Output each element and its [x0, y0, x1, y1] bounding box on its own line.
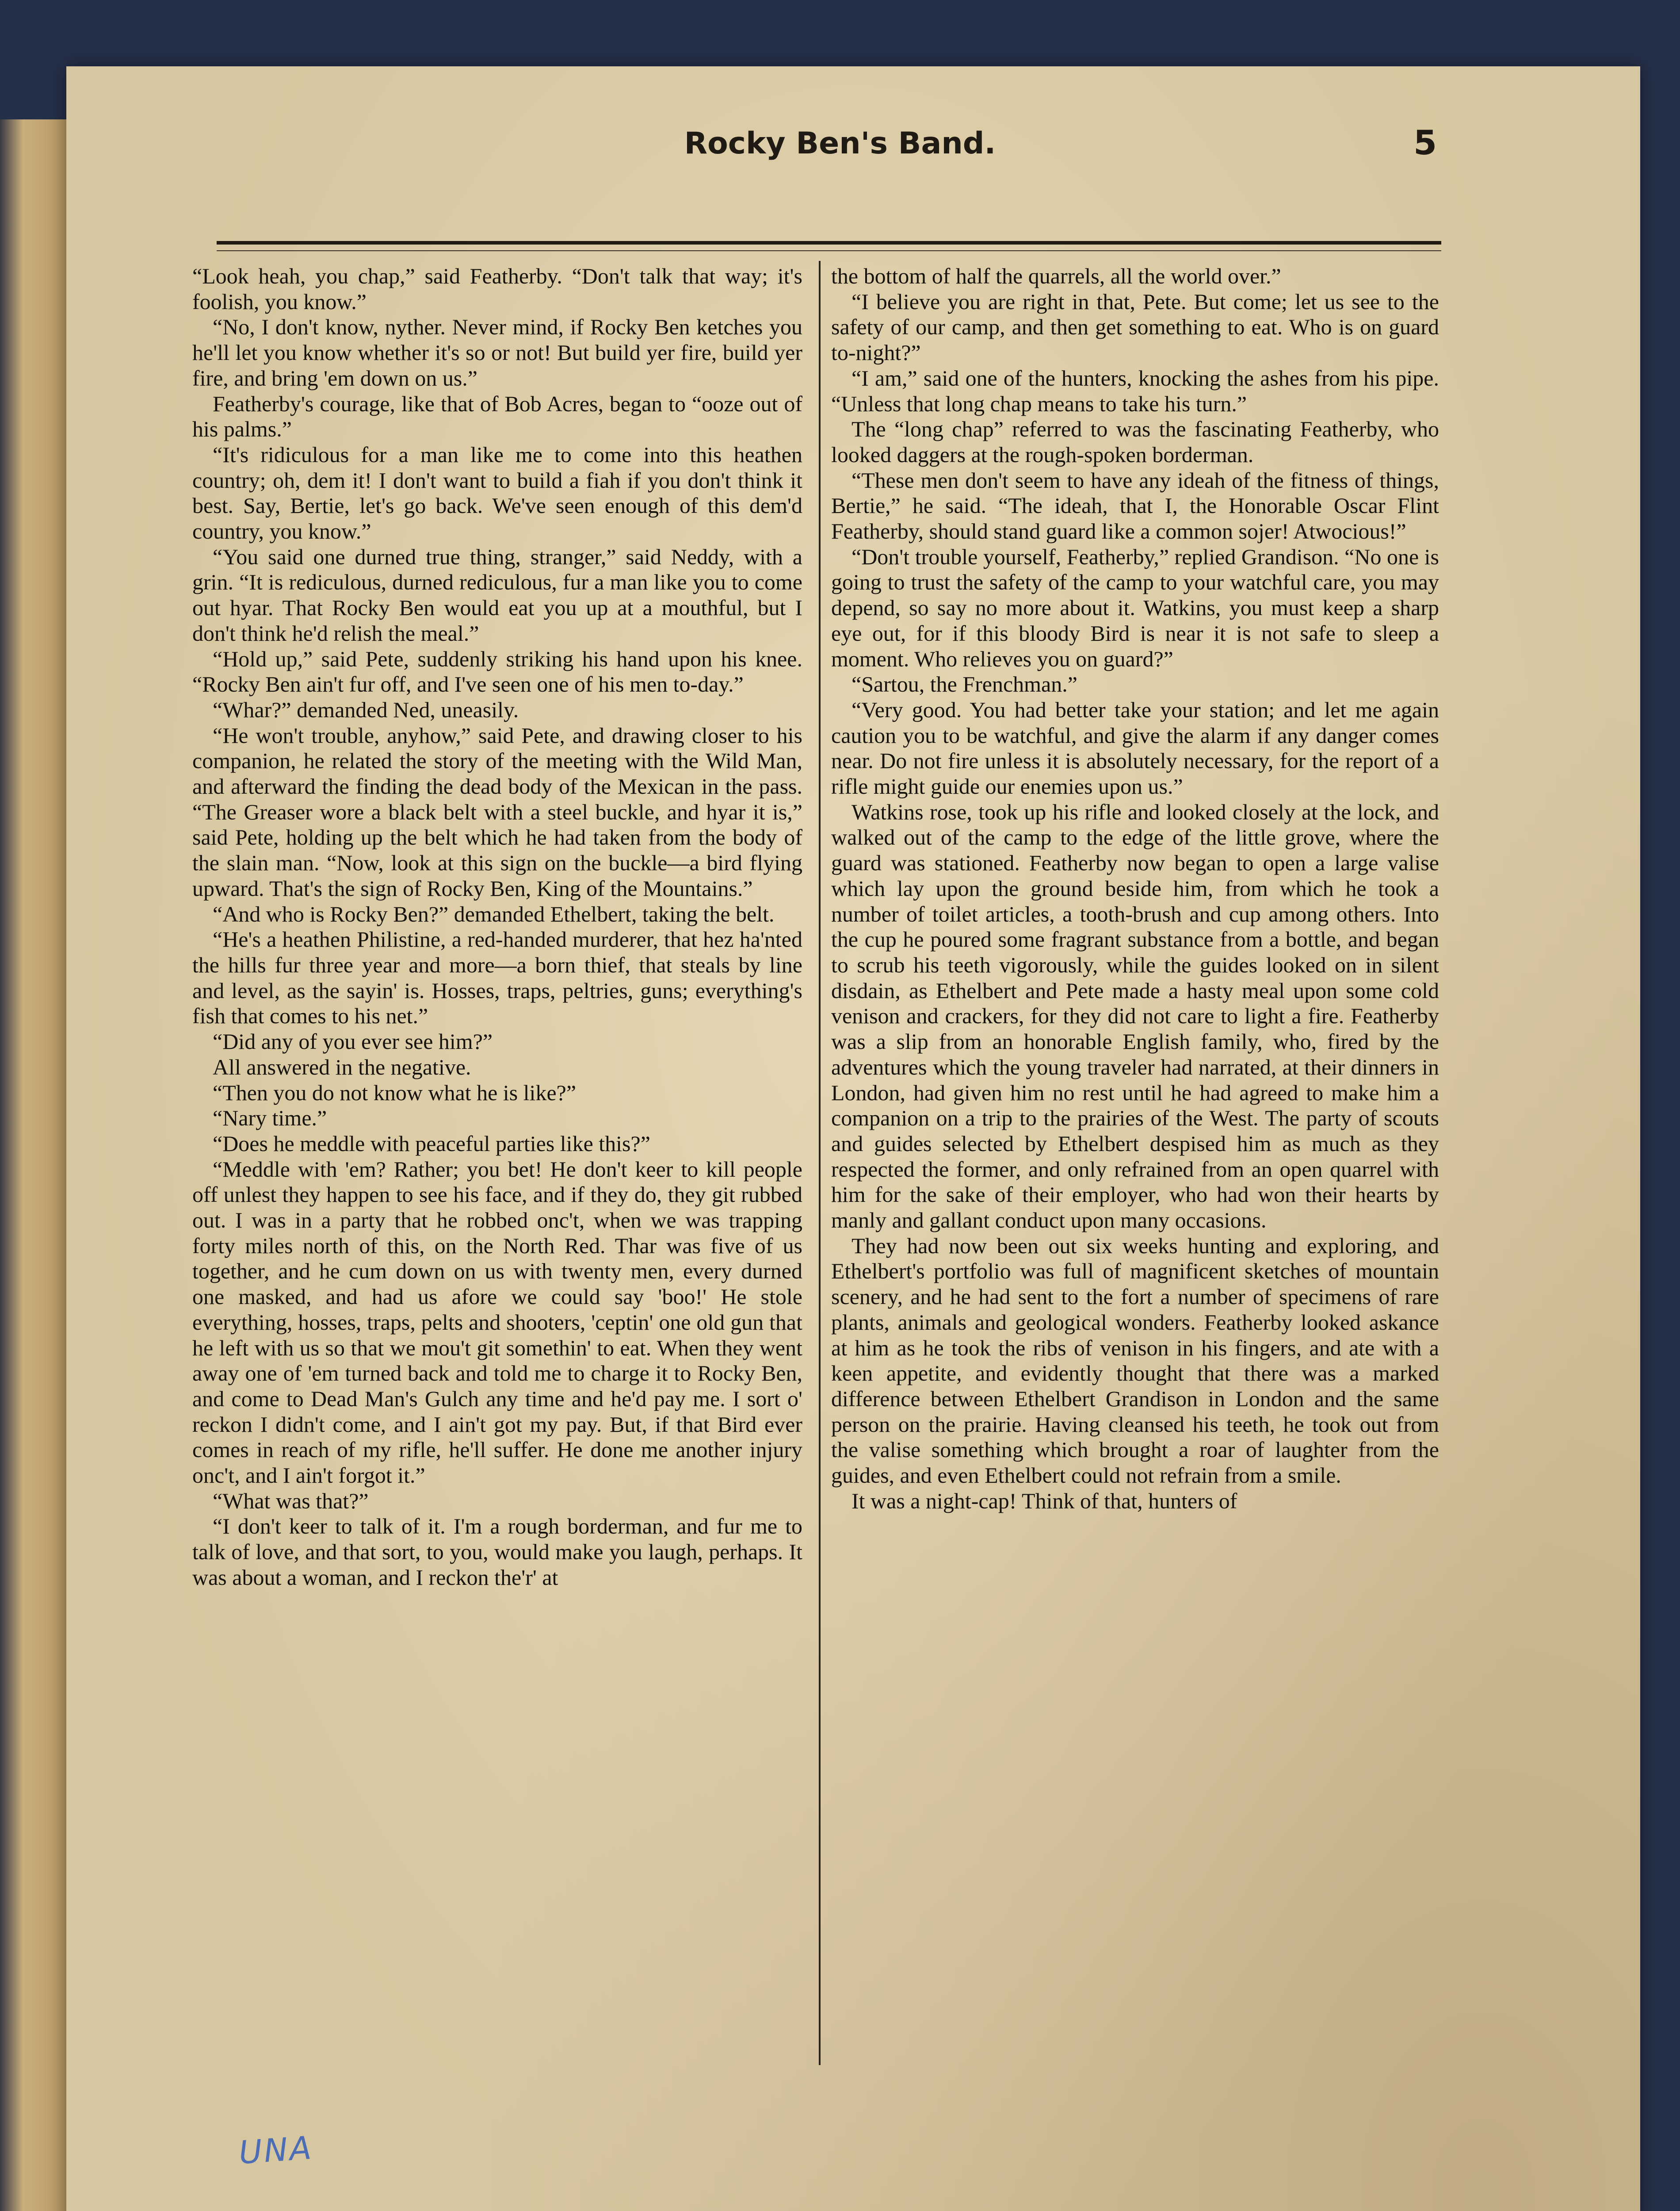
paragraph: “No, I don't know, nyther. Never mind, if Rocky Ben ketches you he'll let you know whether it's so or not! But build yer fire, build yer fire, and bring 'em down on us.” — [192, 314, 802, 390]
paragraph: “Nary time.” — [213, 1106, 327, 1131]
paragraph: “Hold up,” said Pete, suddenly striking his hand upon his knee. “Rocky Ben ain't fur off, and I've seen one of his men to-day.” — [192, 646, 802, 697]
right-text-column — [831, 264, 1439, 1514]
header-rule-thin — [217, 250, 1441, 251]
paragraph: The “long chap” referred to was the fascinating Featherby, who looked daggers at the rough-spoken borderman. — [831, 417, 1439, 467]
paragraph: “Very good. You had better take your station; and let me again caution you to be watchful, and give the alarm if any danger comes near. Do not fire unless it is absolutely necessary, for the report of a rifle might guide our enemies upon us.” — [831, 697, 1439, 799]
paragraph: “These men don't seem to have any ideah of the fitness of things, Bertie,” he said. “The ideah, that I, the Honorable Oscar Flint Featherby, should stand guard like a common sojer! Atwocious!” — [831, 467, 1439, 544]
column-divider — [819, 261, 821, 2065]
paragraph: “I am,” said one of the hunters, knocking the ashes from his pipe. “Unless that long chap means to take his turn.” — [831, 365, 1439, 416]
paragraph: Featherby's courage, like that of Bob Acres, began to “ooze out of his palms.” — [192, 391, 802, 442]
paragraph: “You said one durned true thing, stranger,” said Neddy, with a grin. “It is rediculous, durned rediculous, fur a man like you to come out hyar. That Rocky Ben would eat you up at a mouthful, but I don't think he'd relish the meal.” — [192, 544, 802, 646]
paragraph: “It's ridiculous for a man like me to come into this heathen country; oh, dem it! I don't want to build a fiah if you don't think it best. Say, Bertie, let's go back. We've seen enough of this dem'd country, you know.” — [192, 442, 802, 544]
header-rule — [217, 241, 1441, 245]
paragraph: “Did any of you ever see him?” — [213, 1029, 493, 1054]
page-number: 5 — [1413, 123, 1437, 162]
paragraph: Watkins rose, took up his rifle and looked closely at the lock, and walked out of the camp to the edge of the little grove, where the guard was stationed. Featherby now began to open a large valise which lay upon the ground beside him, from which he took a number of toilet articles, a tooth-brush and cup among others. Into the cup he poured some fragrant substance from a bottle, and began to scrub his teeth vigorously, while the guides looked on in silent disdain, as Ethelbert and Pete made a hasty meal upon some cold venison and crackers, for they did not care to light a fire. Featherby was a slip from an honorable English family, who, fired by the adventures which the young traveler had narrated, at their dinners in London, had given him no rest until he had agreed to make him a companion on a trip to the prairies of the West. The party of scouts and guides selected by Ethelbert despised him as much as they respected the former, and only refrained from an open quarrel with him for the sake of their employer, who had won their hearts by manly and gallant conduct upon many occasions. — [831, 799, 1439, 1233]
paragraph: “I believe you are right in that, Pete. But come; let us see to the safety of our camp, and then get something to eat. Who is on guard to-night?” — [831, 289, 1439, 365]
paragraph: “He's a heathen Philistine, a red-handed murderer, that hez ha'nted the hills fur three year and more—a born thief, that steals by line and level, as the sayin' is. Hosses, traps, peltries, guns; everything's fish that comes to his net.” — [192, 927, 802, 1029]
paragraph: “And who is Rocky Ben?” demanded Ethelbert, taking the belt. — [213, 901, 775, 926]
paragraph: “Don't trouble yourself, Featherby,” replied Grandison. “No one is going to trust the safety of the camp to your watchful care, you may depend, so say no more about it. Watkins, you must keep a sharp eye out, for if this bloody Bird is near it is not safe to sleep a moment. Who relieves you on guard?” — [831, 544, 1439, 671]
paragraph: “Then you do not know what he is like?” — [213, 1080, 577, 1105]
paragraph: the bottom of half the quarrels, all the world over.” — [831, 264, 1281, 288]
handwritten-stamp: UNA — [237, 2129, 314, 2172]
paragraph: “Meddle with 'em? Rather; you bet! He don't keer to kill people off unlest they happen to see his face, and if they do, they git rubbed out. I was in a party that he robbed onc't, when we was trapping forty miles north of this, on the North Red. Thar was five of us together, and he cum down on us with twenty men, every durned one masked, and had us afore we could say 'boo!' He stole everything, hosses, traps, pelts and shooters, 'ceptin' one old gun that he left with us so that we mou't git somethin' to eat. When they went away one of 'em turned back and told me to charge it to Rocky Ben, and come to Dead Man's Gulch any time and he'd pay me. I sort o' reckon I didn't come, and I ain't got my pay. But, if that Bird ever comes in reach of my rifle, he'll suffer. He done me another injury onc't, and I ain't forgot it.” — [192, 1156, 802, 1488]
paragraph: “Does he meddle with peaceful parties like this?” — [213, 1131, 650, 1156]
paragraph: It was a night-cap! Think of that, hunters of — [851, 1488, 1237, 1513]
paragraph: They had now been out six weeks hunting and exploring, and Ethelbert's portfolio was full of magnificent sketches of mountain scenery, and he had sent to the fort a number of specimens of rare plants, animals and geological wonders. Featherby looked askance at him as he took the ribs of venison in his fingers, and ate with a keen appetite, and evidently thought that there was a marked difference between Ethelbert Grandison in London and the same person on the prairie. Having cleansed his teeth, he took out from the valise something which brought a roar of laughter from the guides, and even Ethelbert could not refrain from a smile. — [831, 1233, 1439, 1488]
paragraph: “Look heah, you chap,” said Featherby. “Don't talk that way; it's foolish, you know.” — [192, 264, 802, 314]
running-head-title: Rocky Ben's Band. — [684, 126, 996, 161]
paragraph: “I don't keer to talk of it. I'm a rough borderman, and fur me to talk of love, and that sort, to you, would make you laugh, perhaps. It was about a woman, and I reckon the'r' at — [192, 1514, 802, 1590]
paragraph: “Whar?” demanded Ned, uneasily. — [213, 697, 519, 722]
paragraph: “What was that?” — [213, 1488, 369, 1513]
previous-page-edge — [0, 119, 68, 2211]
left-text-column — [192, 264, 802, 1591]
paragraph: All answered in the negative. — [213, 1054, 471, 1079]
paragraph: “He won't trouble, anyhow,” said Pete, and drawing closer to his companion, he related the story of the meeting with the Wild Man, and afterward the finding the dead body of the Mexican in the pass. “The Greaser wore a black belt with a steel buckle, and hyar it is,” said Pete, holding up the belt which he had taken from the body of the slain man. “Now, look at this sign on the buckle—a bird flying upward. That's the sign of Rocky Ben, King of the Mountains.” — [192, 723, 802, 901]
paragraph: “Sartou, the Frenchman.” — [851, 672, 1077, 697]
